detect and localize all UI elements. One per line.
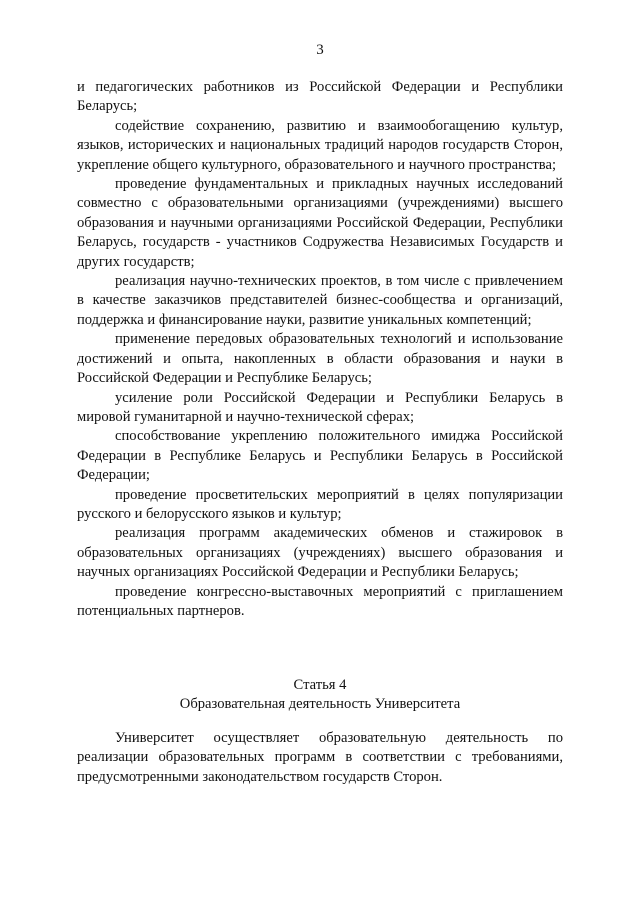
paragraph: проведение просветительских мероприятий в целях популяризации русского и белорусского языков и культур;	[77, 486, 563, 522]
paragraph: и педагогических работников из Российской Федерации и Республики Беларусь;	[77, 79, 563, 115]
paragraph: реализация программ академических обменов и стажировок в образовательных организациях (учреждениях) высшего образования и научных организациях Российской Федерации и Республики Беларусь;	[77, 525, 563, 581]
paragraph: применение передовых образовательных технологий и использование достижений и опыта, накопленных в области образования и науки в Российской Федерации и Республике Беларусь;	[77, 331, 563, 387]
article-4-text	[77, 729, 563, 787]
paragraph: содействие сохранению, развитию и взаимообогащению культур, языков, исторических и национальных традиций народов государств Сторон, укрепление общего культурного, образовательного и научного пространства;	[77, 117, 563, 173]
article-3-text	[77, 78, 563, 621]
paragraph: способствование укреплению положительного имиджа Российской Федерации в Республике Беларусь и Республики Беларусь в Российской Федерации;	[77, 428, 563, 484]
article-number: Статья 4	[293, 677, 347, 693]
page-number: 3	[316, 42, 324, 58]
paragraph: реализация научно-технических проектов, в том числе с привлечением в качестве заказчиков представителей бизнес-сообщества и организаций, поддержка и финансирование науки, развитие уникальных компетенций;	[77, 273, 563, 328]
paragraph: проведение фундаментальных и прикладных научных исследований совместно с образовательными организациями (учреждениями) высшего образования и научными организациями Российской Федерации, Республики Беларусь, государств - участников Содружества Независимых Государств и других государств;	[77, 176, 563, 270]
paragraph: усиление роли Российской Федерации и Республики Беларусь в мировой гуманитарной и научно-технической сферах;	[77, 389, 563, 425]
paragraph: проведение конгрессно-выставочных мероприятий с приглашением потенциальных партнеров.	[77, 583, 563, 619]
paragraph: Университет осуществляет образовательную деятельность по реализации образовательных программ в соответствии с требованиями, предусмотренными законодательством государств Сторон.	[77, 730, 563, 785]
article-title: Образовательная деятельность Университета	[179, 696, 461, 712]
